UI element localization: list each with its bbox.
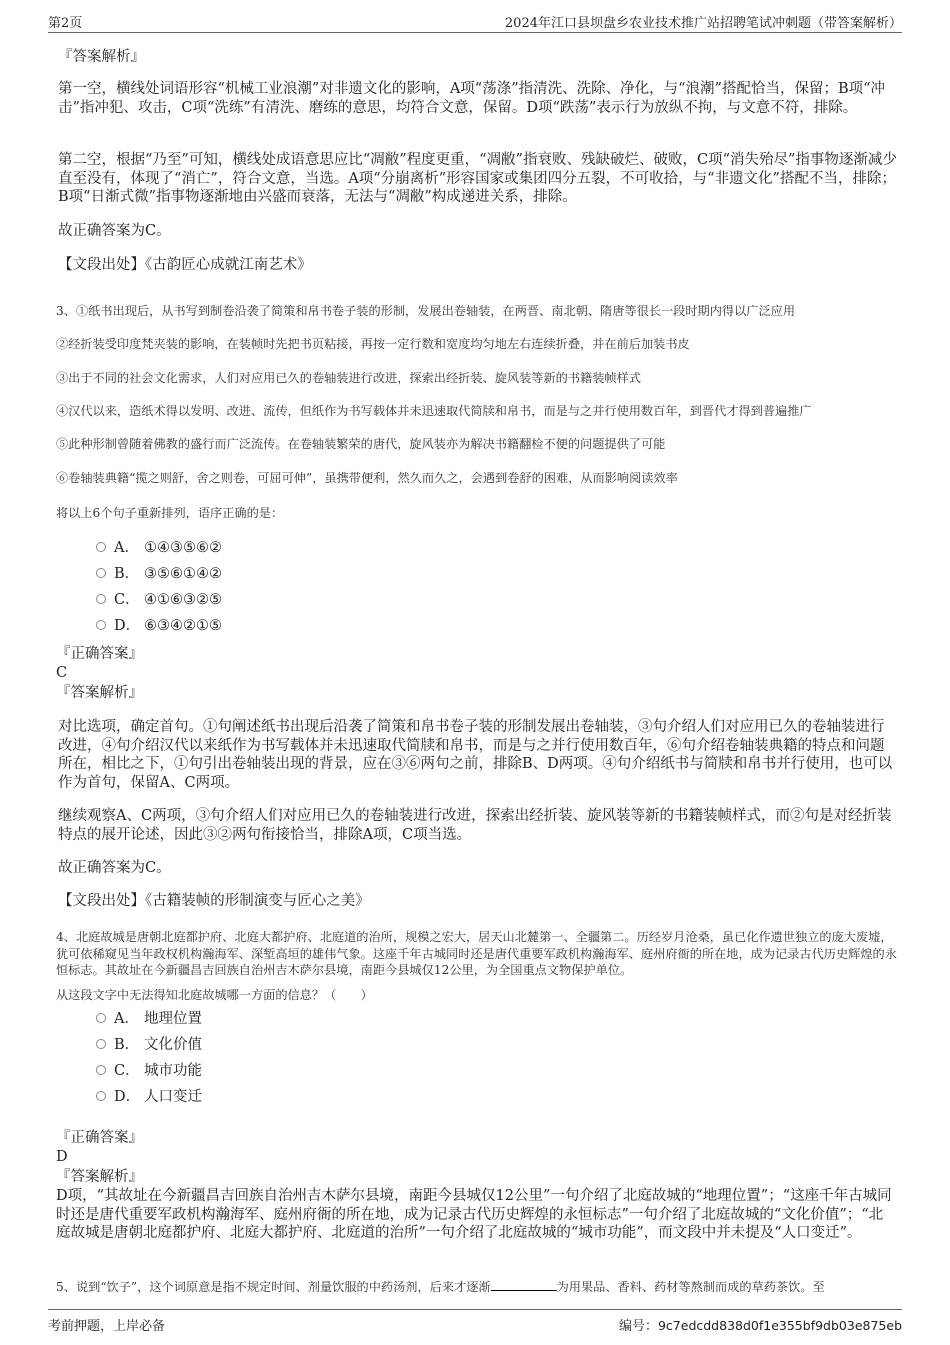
q3-source: 【文段出处】《古籍装帧的形制演变与匠心之美》 [58, 893, 370, 909]
q3-conclusion: 故正确答案为C。 [58, 860, 171, 876]
q3-sentence-5: ⑤此种形制曾随着佛教的盛行而广泛流传。在卷轴装繁荣的唐代，旋风装亦为解决书籍翻检不便的问题提供了可能 [56, 437, 666, 451]
q3-analysis-para1: 对比选项，确定首句。①句阐述纸书出现后沿袭了简策和帛书卷子装的形制发展出卷轴装，③句介绍人们对应用已久的卷轴装进行改进，④句介绍汉代以来纸作为书写载体并未迅速取代简牍和帛书，而是与之并行使用数百年，⑥句介绍卷轴装典籍的特点和问题所在，相比之下，①句引出卷轴装出现的背景，应在③⑥两句之前，排除B、D两项。④句介绍纸书与简牍和帛书并行使用，也可以作为首句，保留A、C两项。 [58, 719, 893, 791]
radio-icon[interactable] [96, 568, 106, 578]
radio-icon[interactable] [96, 1091, 106, 1101]
page-footer [48, 1309, 902, 1336]
radio-icon[interactable] [96, 1013, 106, 1023]
q3-option-a[interactable]: A． ①④③⑤⑥② [96, 538, 222, 558]
q3-analysis-para2: 继续观察A、C两项，③句介绍人们对应用已久的卷轴装进行改进，探索出经折装、旋风装等新的书籍装帧样式，而②句是对经折装特点的展开论述，因此③②两句衔接恰当，排除A项，C项当选。 [58, 808, 892, 843]
q3-sentence-6: ⑥卷轴装典籍“揽之则舒，舍之则卷，可屈可伸”，虽携带便利，然久而久之，会遇到卷舒的困难，从而影响阅读效率 [56, 471, 678, 485]
radio-icon[interactable] [96, 1065, 106, 1075]
q4-analysis: D项，“其故址在今新疆昌吉回族自治州吉木萨尔县境，南距今县城仅12公里”一句介绍了北庭故城的“地理位置”；“这座千年古城同时还是唐代重要军政机构瀚海军、庭州府衙的所在地，成为记录古代历史辉煌的永恒标志”一句介绍了北庭故城的“文化价值”；“北庭故城是唐朝北庭都护府、北庭大都护府、北庭道的治所”一句介绍了北庭故城的“城市功能”，而文段中并未提及“人口变迁”。 [56, 1188, 892, 1241]
radio-icon[interactable] [96, 594, 106, 604]
q3-sentence-3: ③出于不同的社会文化需求，人们对应用已久的卷轴装进行改进，探索出经折装、旋风装等新的书籍装帧样式 [56, 371, 641, 385]
q3-option-b[interactable]: B． ③⑤⑥①④② [96, 564, 222, 584]
q3-option-c[interactable]: C． ④①⑥③②⑤ [96, 590, 222, 610]
q4-answer-label: 『正确答案』 [56, 1130, 143, 1146]
q3-sentence-2: ②经折装受印度梵夹装的影响，在装帧时先把书页粘接，再按一定行数和宽度均匀地左右连续折叠，并在前后加装书皮 [56, 337, 690, 351]
q2-analysis-para2: 第二空，根据“乃至”可知，横线处成语意思应比“凋敝”程度更重，“凋敝”指衰败、残缺破烂、破败，C项“消失殆尽”指事物逐渐减少直至没有，体现了“消亡”，符合文意，当选。A项“分崩离析”形容国家或集团四分五裂，不可收拾，与“非遗文化”搭配不当，排除；B项“日渐式微”指事物逐渐地由兴盛而衰落，无法与“凋敝”构成递进关系，排除。 [58, 152, 897, 205]
q4-option-a[interactable]: A． 地理位置 [96, 1009, 202, 1029]
q3-answer: C [56, 665, 68, 681]
q3-prompt: 将以上6个句子重新排列，语序正确的是： [56, 506, 284, 520]
q5-stem: 5、说到“饮子”，这个词原意是指不规定时间、剂量饮服的中药汤剂，后来才逐渐 为用果品、香料、药材等熬制而成的草药茶饮。至 [56, 1280, 825, 1294]
page-number: 第2页 [48, 16, 83, 31]
document-title: 2024年江口县坝盘乡农业技术推广站招聘笔试冲刺题（带答案解析） [504, 16, 902, 31]
footer-slogan: 考前押题，上岸必备 [48, 1319, 166, 1334]
q4-option-d[interactable]: D． 人口变迁 [96, 1087, 202, 1107]
radio-icon[interactable] [96, 1039, 106, 1049]
q4-option-c[interactable]: C． 城市功能 [96, 1061, 202, 1081]
answer-blank [491, 1278, 557, 1291]
q3-analysis-label: 『答案解析』 [56, 685, 143, 701]
q2-source: 【文段出处】《古韵匠心成就江南艺术》 [58, 257, 312, 273]
radio-icon[interactable] [96, 620, 106, 630]
q4-prompt: 从这段文字中无法得知北庭故城哪一方面的信息？（ ） [56, 988, 373, 1002]
q4-option-b[interactable]: B． 文化价值 [96, 1035, 202, 1055]
page-header [48, 10, 902, 33]
q2-analysis-label: 『答案解析』 [58, 49, 145, 65]
q2-analysis-para1: 第一空，横线处词语形容“机械工业浪潮”对非遗文化的影响，A项“荡涤”指清洗、洗除、净化，与“浪潮”搭配恰当，保留；B项“冲击”指冲犯、攻击，C项“洗练”有清洗、磨练的意思，均符合文意，保留。D项“跌荡”表示行为放纵不拘，与文意不符，排除。 [58, 81, 886, 116]
q4-analysis-label: 『答案解析』 [56, 1169, 143, 1185]
q2-conclusion: 故正确答案为C。 [58, 223, 171, 239]
radio-icon[interactable] [96, 542, 106, 552]
q4-stem: 4、北庭故城是唐朝北庭都护府、北庭大都护府、北庭道的治所，规模之宏大，居天山北麓第一、全疆第二。历经岁月沧桑，虽已化作遗世独立的庞大废墟，犹可依稀窥见当年政权机构瀚海军、深堑高垣的雄伟气象。这座千年古城同时还是唐代重要军政机构瀚海军、庭州府衙的所在地，成为记录古代历史辉煌的永恒标志。其故址在今新疆昌吉回族自治州吉木萨尔县境，南距今县城仅12公里，为全国重点文物保护单位。 [56, 930, 897, 977]
q3-answer-label: 『正确答案』 [56, 646, 143, 662]
q4-answer: D [56, 1149, 68, 1165]
q3-sentence-1: 3、①纸书出现后，从书写到制卷沿袭了简策和帛书卷子装的形制，发展出卷轴装，在两晋、南北朝、隋唐等很长一段时期内得以广泛应用 [56, 304, 796, 318]
footer-serial: 编号：9c7edcdd838d0f1e355bf9db03e875eb [618, 1318, 902, 1334]
q3-option-d[interactable]: D． ⑥③④②①⑤ [96, 616, 222, 636]
q3-sentence-4: ④汉代以来，造纸术得以发明、改进、流传，但纸作为书写载体并未迅速取代简牍和帛书，而是与之并行使用数百年，到晋代才得到普遍推广 [56, 404, 812, 418]
